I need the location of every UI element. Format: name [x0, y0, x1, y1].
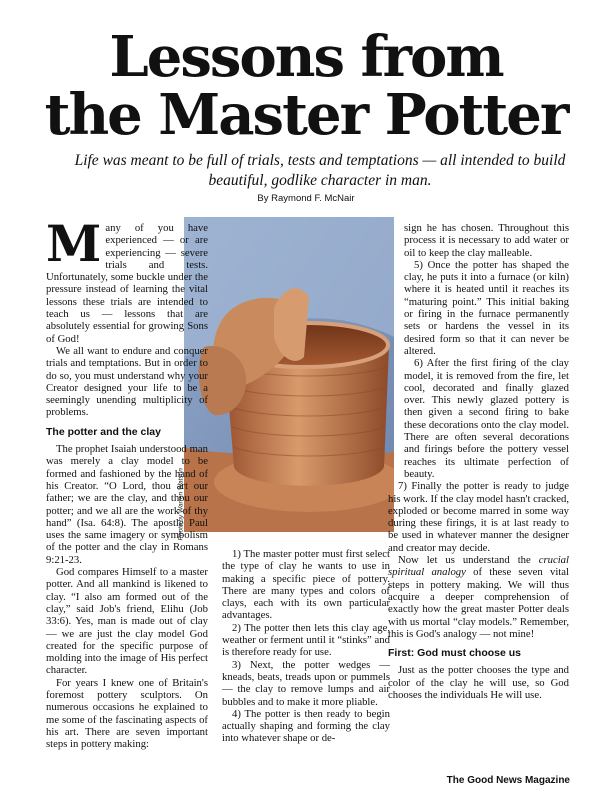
step-4: 4) The potter is then ready to begin actually shaping and forming the clay into whatever shape or de-: [222, 707, 390, 745]
step-2: 2) The potter then lets this clay age, weather or ferment until it “stinks” and is therefore ready for use.: [222, 621, 390, 659]
paragraph: The prophet Isaiah understood man was merely a clay model to be formed and fashioned by the hand of his Creator. “O Lord, thou art our father; we are the clay, and thou our potter; and we all are the work of thy hand” (Isa. 64:8). The apostle Paul uses the same imagery or symbolism of the potter and the clay in Romans 9:21-23.: [46, 443, 208, 566]
step-5: 5) Once the potter has shaped the clay, he puts it into a furnace (or kiln) where it is heated until it reaches its “maturing point.” This initial baking or firing in the furnace permanently sets or hardens the vessel in its desired form so that it can never be altered.: [404, 258, 569, 357]
byline: By Raymond F. McNair: [257, 193, 355, 204]
column-3: [388, 222, 569, 701]
potter-illustration: [184, 217, 394, 532]
magazine-footer: The Good News Magazine: [446, 775, 570, 786]
step-3: 3) Next, the potter wedges — kneads, beats, treads upon or pummels — the clay to remove lumps and air bubbles and to make it more pliable.: [222, 658, 390, 708]
title-line-1: Lessons from: [109, 24, 503, 90]
paragraph: Just as the potter chooses the type and color of the clay he will use, so God chooses the individuals He will use.: [388, 664, 569, 701]
emphasis: crucial spiritual analogy: [388, 554, 569, 579]
article-title: [0, 24, 612, 148]
paragraph: We all want to endure and conquer trials and temptations. But in order to do so, you must understand why your Creator designed your life to be a seemingly unending multiplicity of problems.: [46, 344, 208, 419]
paragraph: God compares Himself to a master potter. And all mankind is likened to clay. “I also am formed out of the clay,” said Job's friend, Elihu (Job 33:6). Yes, man is made out of clay — we are just the clay model God created for the specific purpose of molding into the image of His perfect character.: [46, 566, 208, 677]
column-1: [46, 214, 208, 751]
step-7: 7) Finally the potter is ready to judge his work. If the clay model hasn't cracked, exploded or become marred in some way during these firings, it is at last ready to be used in whatever manner the designer and creator may decide.: [388, 480, 569, 554]
photo-credit: Photo by Warren Watson: [177, 468, 185, 541]
paragraph: For years I knew one of Britain's foremost pottery sculptors. On numerous occasions he explained to me some of the fascinating aspects of his art. There are seven important steps in pottery making:: [46, 676, 208, 751]
section-heading: The potter and the clay: [46, 425, 161, 438]
intro-paragraph: Many of you have experienced — or are experiencing — severe trials and tests. Unfortunately, some buckle under the pressure instead of learning the vital lessons these trials are intended to teach us — lessons that are absolutely essential for growing Sons of God!: [46, 214, 208, 345]
title-line-2: the Master Potter: [44, 82, 568, 148]
drop-cap: M: [46, 214, 102, 273]
column-2: [222, 548, 390, 745]
step-1: 1) The master potter must first select the type of clay he wants to use in making a specific piece of pottery. There are many types and colors of clays, each with its own particular advantages.: [222, 548, 390, 622]
step-4-continued: sign he has chosen. Throughout this process it is necessary to add water or oil to keep the clay malleable.: [404, 222, 569, 259]
section-heading: First: God must choose us: [388, 647, 522, 660]
article-subtitle: Life was meant to be full of trials, tests and temptations — all intended to build beautiful, godlike character in man.: [74, 152, 566, 189]
column-3-lower: [388, 480, 569, 701]
potter-photo: [184, 217, 394, 532]
analogy-paragraph: Now let us understand the crucial spiritual analogy of these seven vital steps in pottery making. We will thus acquire a deeper comprehension of exactly how the great master Potter deals with us mortal “clay models.” Remember, this is God's analogy — not mine!: [388, 554, 569, 640]
step-6: 6) After the first firing of the clay model, it is removed from the fire, let cool, decorated and finally glazed over. This newly glazed pottery is then given a second firing to bake these decorations onto the clay model. There are often several decorations and firings before the pottery vessel reaches its ultimate perfection of beauty.: [404, 357, 569, 480]
